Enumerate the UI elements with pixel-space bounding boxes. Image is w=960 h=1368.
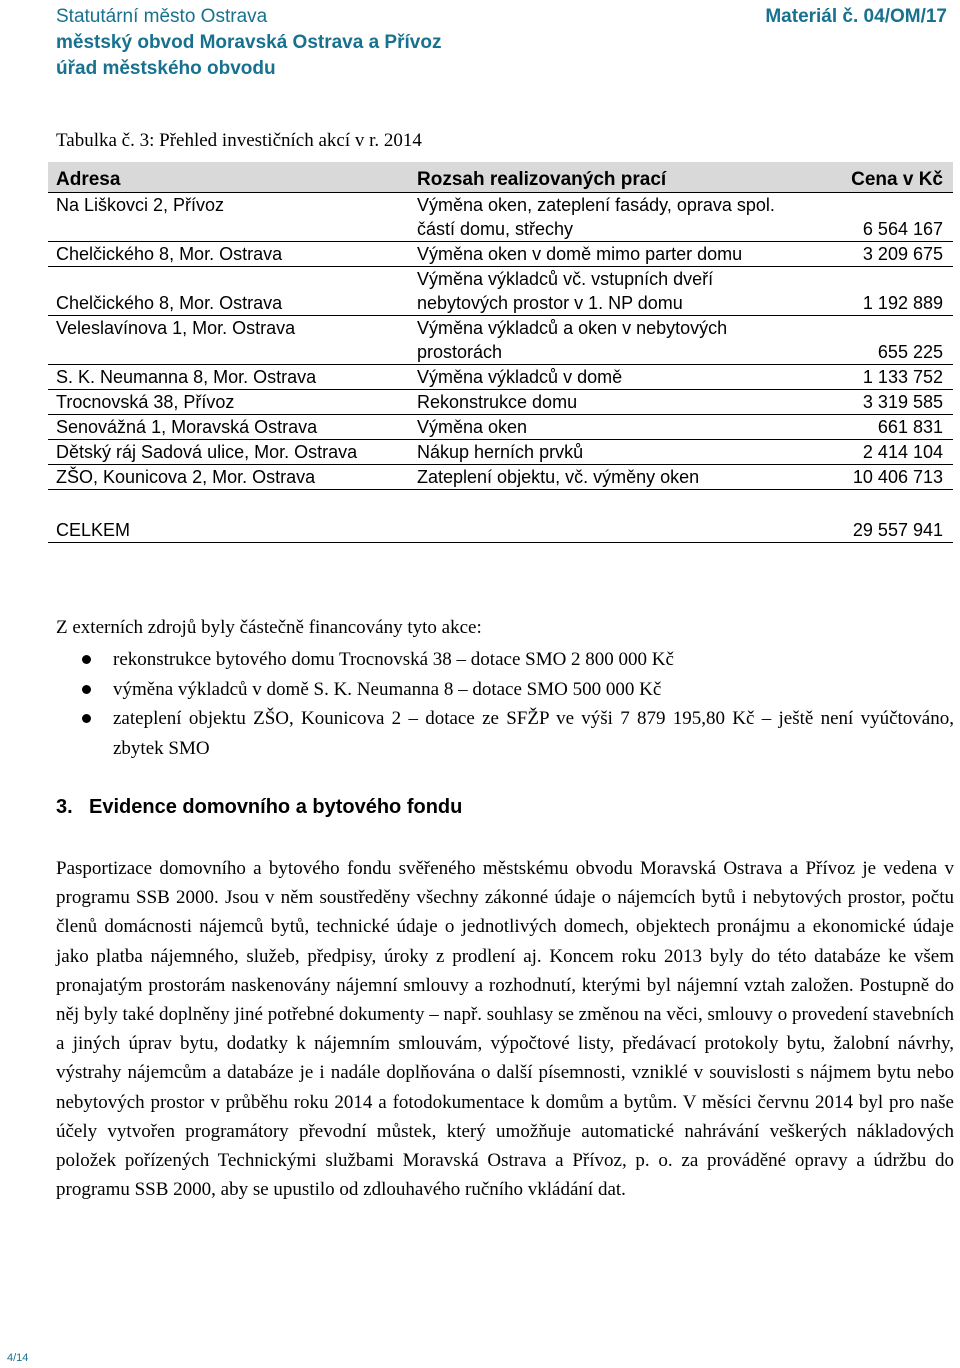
cell-price: 2 414 104 xyxy=(803,440,953,465)
header-district: městský obvod Moravská Ostrava a Přívoz xyxy=(56,32,442,53)
total-label: CELKEM xyxy=(48,514,409,543)
column-header-address: Adresa xyxy=(48,162,409,193)
table-row xyxy=(48,465,953,490)
cell-work: Výměna výkladců vč. vstupních dveří nebytových prostor v 1. NP domu xyxy=(409,267,803,316)
total-value: 29 557 941 xyxy=(803,514,953,543)
cell-work: Nákup herních prvků xyxy=(409,440,803,465)
table-row xyxy=(48,440,953,465)
list-item xyxy=(56,675,954,705)
external-funding-list xyxy=(56,645,954,763)
table-caption: Tabulka č. 3: Přehled investičních akcí v r. 2014 xyxy=(56,130,422,151)
cell-address: Na Liškovci 2, Přívoz xyxy=(48,193,409,242)
header-office: úřad městského obvodu xyxy=(56,58,276,79)
cell-price: 1 133 752 xyxy=(803,365,953,390)
list-item-text: výměna výkladců v domě S. K. Neumanna 8 – dotace SMO 500 000 Kč xyxy=(113,678,662,700)
bullet-icon xyxy=(82,655,91,664)
column-header-work: Rozsah realizovaných prací xyxy=(409,162,803,193)
cell-price: 661 831 xyxy=(803,415,953,440)
table-row xyxy=(48,242,953,267)
cell-address: Senovážná 1, Moravská Ostrava xyxy=(48,415,409,440)
section-heading xyxy=(56,796,462,819)
cell-work: Rekonstrukce domu xyxy=(409,390,803,415)
cell-address: Chelčického 8, Mor. Ostrava xyxy=(48,242,409,267)
list-item xyxy=(56,704,954,763)
list-item-text: rekonstrukce bytového domu Trocnovská 38 – dotace SMO 2 800 000 Kč xyxy=(113,649,674,670)
document-header xyxy=(56,4,441,82)
material-number: Materiál č. 04/OM/17 xyxy=(765,6,947,27)
cell-address: Dětský ráj Sadová ulice, Mor. Ostrava xyxy=(48,440,409,465)
bullet-icon xyxy=(82,685,91,694)
cell-work: Výměna výkladců v domě xyxy=(409,365,803,390)
cell-work: Zateplení objektu, vč. výměny oken xyxy=(409,465,803,490)
cell-price: 6 564 167 xyxy=(803,193,953,242)
table-total-row xyxy=(48,514,953,543)
cell-address: Veleslavínova 1, Mor. Ostrava xyxy=(48,316,409,365)
table-row xyxy=(48,267,953,316)
table-header-row xyxy=(48,162,953,193)
section-number: 3. xyxy=(56,796,73,818)
cell-work: Výměna oken v domě mimo parter domu xyxy=(409,242,803,267)
header-city: Statutární město Ostrava xyxy=(56,6,268,27)
cell-address: ZŠO, Kounicova 2, Mor. Ostrava xyxy=(48,465,409,490)
section-title: Evidence domovního a bytového fondu xyxy=(89,796,463,818)
cell-price: 655 225 xyxy=(803,316,953,365)
table-row xyxy=(48,316,953,365)
table-row xyxy=(48,193,953,242)
bullet-icon xyxy=(82,714,91,723)
cell-work: Výměna oken, zateplení fasády, oprava spol. částí domu, střechy xyxy=(409,193,803,242)
external-funding-heading: Z externích zdrojů byly částečně financovány tyto akce: xyxy=(56,617,482,638)
table-row xyxy=(48,365,953,390)
table-row xyxy=(48,390,953,415)
table-row xyxy=(48,415,953,440)
table-spacer-row xyxy=(48,490,953,515)
column-header-price: Cena v Kč xyxy=(803,162,953,193)
section-paragraph: Pasportizace domovního a bytového fondu svěřeného městskému obvodu Moravská Ostrava a Přívoz je vedena v programu SSB 2000. Jsou v něm soustředěny všechny zákonné údaje o nájemcích bytů i nebytových prostor, počtu členů domácnosti nájemců bytů, technické údaje o jednotlivých domech, objektech pronájmu a ekonomické údaje jako platba nájemného, služeb, předpisy, úroky z prodlení aj. Koncem roku 2013 byly do této databáze ke všem pronajatým prostorám naskenovány nájemní smlouvy a rozhodnutí, kterými byl nájemní vztah založen. Postupně do něj byly také doplněny jiné potřebné dokumenty – např. souhlasy se změnou na věci, smlouvy o provedení stavebních a jiných úprav bytu, dodatky k nájemním smlouvám, výpočtové listy, předávací protokoly bytu, žalobní návrhy, výstrahy nájemcům a databáze je i nadále doplňována o další písemnosti, vzniklé v souvislosti s nájmem bytu nebo nebytových prostor v průběhu roku 2014 a fotodokumentace k domům a bytům. V měsíci červnu 2014 byl pro naše účely vytvořen programátory převodní můstek, který umožňuje automatické nahrávání veškerých nákladových položek pořízených Technickými službami Moravská Ostrava a Přívoz, p. o. za prováděné opravy a údržbu do programu SSB 2000, aby se upustilo od zdlouhavého ručního vkládání dat. xyxy=(56,858,954,1201)
cell-work: Výměna oken xyxy=(409,415,803,440)
list-item-text: zateplení objektu ZŠO, Kounicova 2 – dotace ze SFŽP ve výši 7 879 195,80 Kč – ještě není vyúčtováno, zbytek SMO xyxy=(113,708,954,759)
cell-work: Výměna výkladců a oken v nebytových prostorách xyxy=(409,316,803,365)
cell-price: 1 192 889 xyxy=(803,267,953,316)
cell-address: Chelčického 8, Mor. Ostrava xyxy=(48,267,409,316)
list-item xyxy=(56,645,954,675)
page-number: 4/14 xyxy=(7,1352,29,1364)
cell-price: 10 406 713 xyxy=(803,465,953,490)
cell-address: S. K. Neumanna 8, Mor. Ostrava xyxy=(48,365,409,390)
cell-price: 3 209 675 xyxy=(803,242,953,267)
cell-price: 3 319 585 xyxy=(803,390,953,415)
investment-table xyxy=(48,162,953,543)
cell-address: Trocnovská 38, Přívoz xyxy=(48,390,409,415)
